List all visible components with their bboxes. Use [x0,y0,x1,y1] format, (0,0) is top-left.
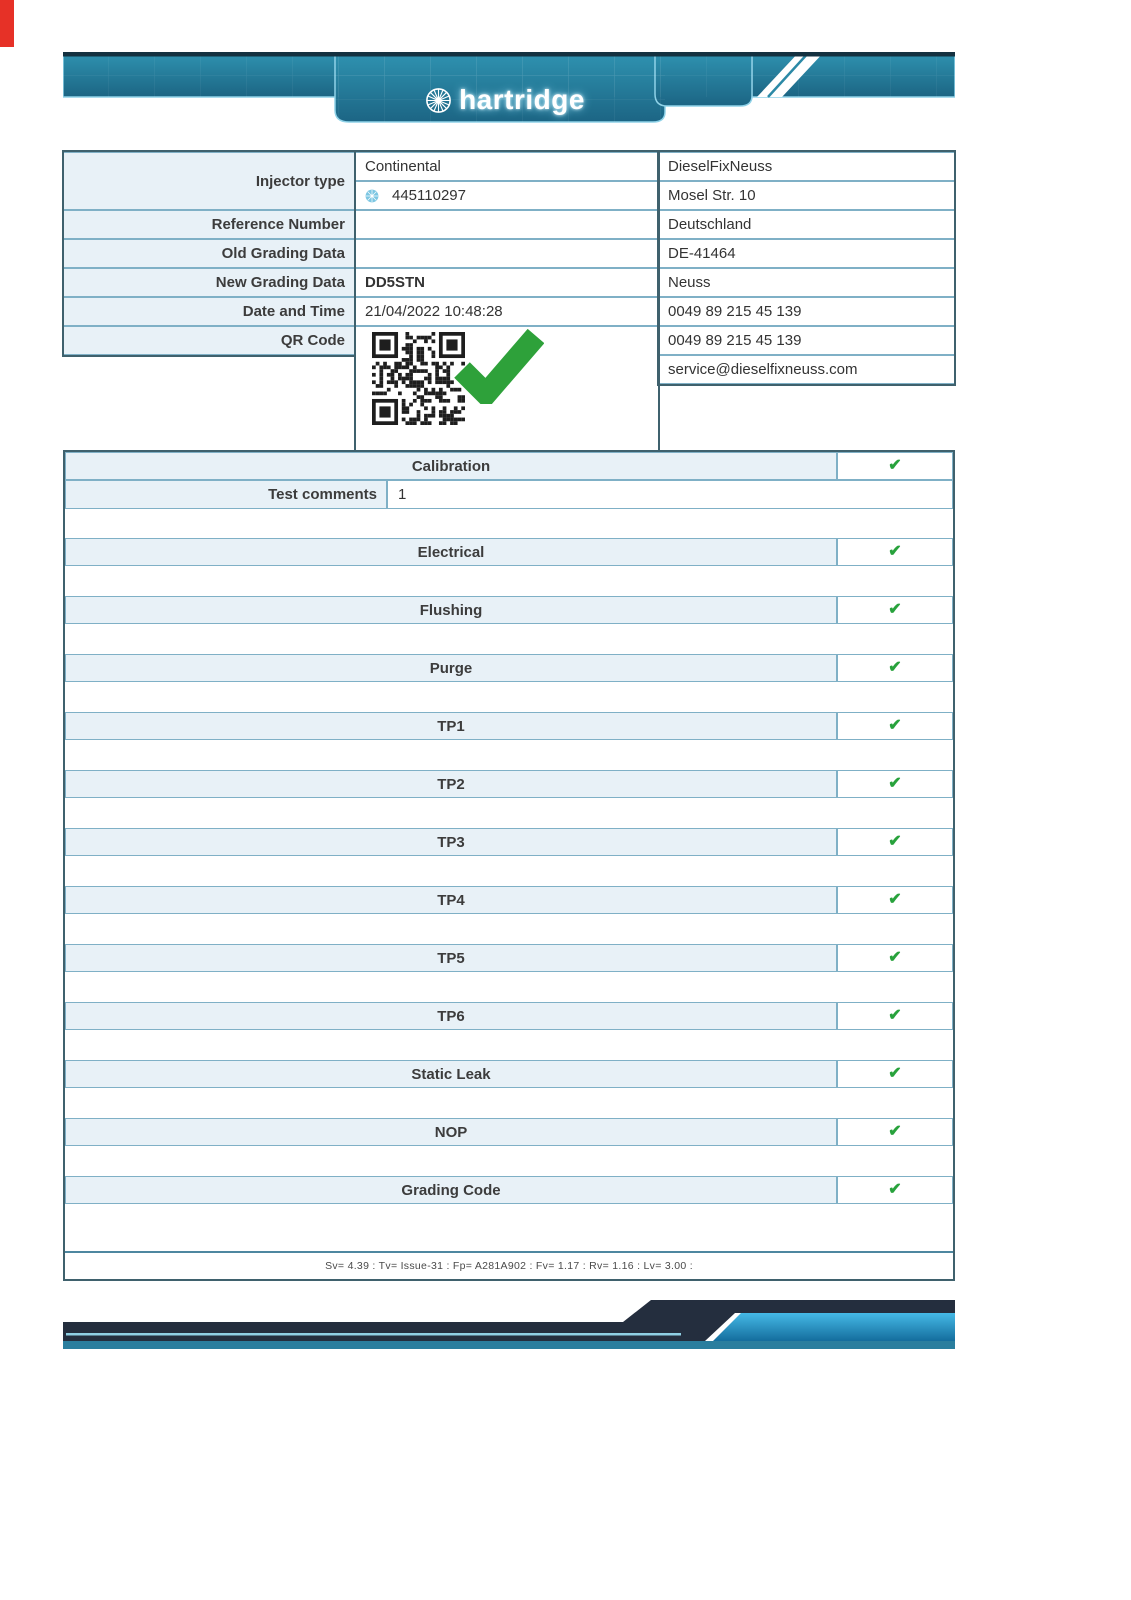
spacer-row [65,566,953,596]
section-check-cell [837,452,953,480]
section-label: TP3 [65,828,837,856]
test-comments-row [65,480,953,509]
section-row [65,596,953,624]
section-row [65,886,953,914]
label-new-grading-data: New Grading Data [63,268,355,297]
check-icon: ✔ [888,543,902,560]
spacer-row [65,509,953,538]
contact-postcode: DE-41464 [658,239,955,268]
section-check-cell [837,1118,953,1146]
spacer-row [65,798,953,828]
check-icon: ✔ [888,1123,902,1140]
section-label: TP6 [65,1002,837,1030]
section-check-cell [837,1176,953,1204]
label-reference-number: Reference Number [63,210,355,239]
contact-phone-1: 0049 89 215 45 139 [658,297,955,326]
section-row [65,1176,953,1204]
results-rows [65,452,953,1204]
section-row [65,944,953,972]
test-comments-label: Test comments [65,480,387,509]
version-info-row: Sv= 4.39 : Tv= Issue-31 : Fp= A281A902 : Fv= 1.17 : Rv= 1.16 : Lv= 3.00 : [65,1251,953,1279]
spacer-row [65,914,953,944]
check-icon: ✔ [888,833,902,850]
value-date-and-time: 21/04/2022 10:48:28 [355,297,659,326]
label-injector-type: Injector type [63,152,355,210]
section-check-cell [837,1002,953,1030]
spacer-row [65,1030,953,1060]
check-icon: ✔ [888,457,902,474]
section-row [65,828,953,856]
check-icon: ✔ [888,775,902,792]
section-label: TP4 [65,886,837,914]
section-label: Grading Code [65,1176,837,1204]
check-icon: ✔ [888,659,902,676]
spacer-row [65,740,953,770]
brand-logo [340,82,670,118]
hartridge-wheel-icon [425,87,452,114]
section-check-cell [837,1060,953,1088]
check-icon: ✔ [888,1007,902,1024]
label-date-and-time: Date and Time [63,297,355,326]
spacer-row [65,624,953,654]
red-corner-mark [0,0,14,47]
check-icon: ✔ [888,949,902,966]
section-row [65,1118,953,1146]
contact-city: Neuss [658,268,955,297]
contact-company: DieselFixNeuss [658,152,955,181]
value-new-grading-data: DD5STN [355,268,659,297]
section-label: Flushing [65,596,837,624]
spacer-row [65,682,953,712]
check-icon: ✔ [888,717,902,734]
section-row [65,1002,953,1030]
section-label: TP2 [65,770,837,798]
label-old-grading-data: Old Grading Data [63,239,355,268]
brand-name: hartridge [459,84,585,115]
contact-phone-2: 0049 89 215 45 139 [658,326,955,355]
section-check-cell [837,886,953,914]
section-check-cell [837,654,953,682]
section-row [65,770,953,798]
section-check-cell [837,538,953,566]
section-row [65,538,953,566]
section-label: NOP [65,1118,837,1146]
section-row [65,452,953,480]
test-comments-value: 1 [387,480,953,509]
spacer-row [65,1088,953,1118]
spacer-row [65,1204,953,1251]
check-icon: ✔ [888,601,902,618]
section-row [65,1060,953,1088]
label-qr-code: QR Code [63,326,355,355]
section-check-cell [837,944,953,972]
contact-email: service@dieselfixneuss.com [658,355,955,384]
section-label: TP1 [65,712,837,740]
injector-wheel-icon [365,189,379,203]
spacer-row [65,856,953,886]
spacer-row [65,1146,953,1176]
value-old-grading-data [355,239,659,268]
results-table [63,450,955,1281]
section-row [65,712,953,740]
section-label: TP5 [65,944,837,972]
section-check-cell [837,596,953,624]
contact-country: Deutschland [658,210,955,239]
value-injector-make: Continental [355,152,659,181]
section-label: Static Leak [65,1060,837,1088]
footer-banner [63,1295,955,1351]
spacer-row [65,972,953,1002]
check-icon: ✔ [888,1181,902,1198]
value-reference-number [355,210,659,239]
section-check-cell [837,828,953,856]
check-icon: ✔ [888,1065,902,1082]
contact-street: Mosel Str. 10 [658,181,955,210]
check-icon: ✔ [888,891,902,908]
section-label: Purge [65,654,837,682]
value-injector-serial-row [355,181,659,210]
section-label: Calibration [65,452,837,480]
section-check-cell [837,712,953,740]
section-row [65,654,953,682]
section-label: Electrical [65,538,837,566]
value-injector-serial: 445110297 [392,187,466,204]
big-check-icon [452,328,544,404]
section-check-cell [837,770,953,798]
